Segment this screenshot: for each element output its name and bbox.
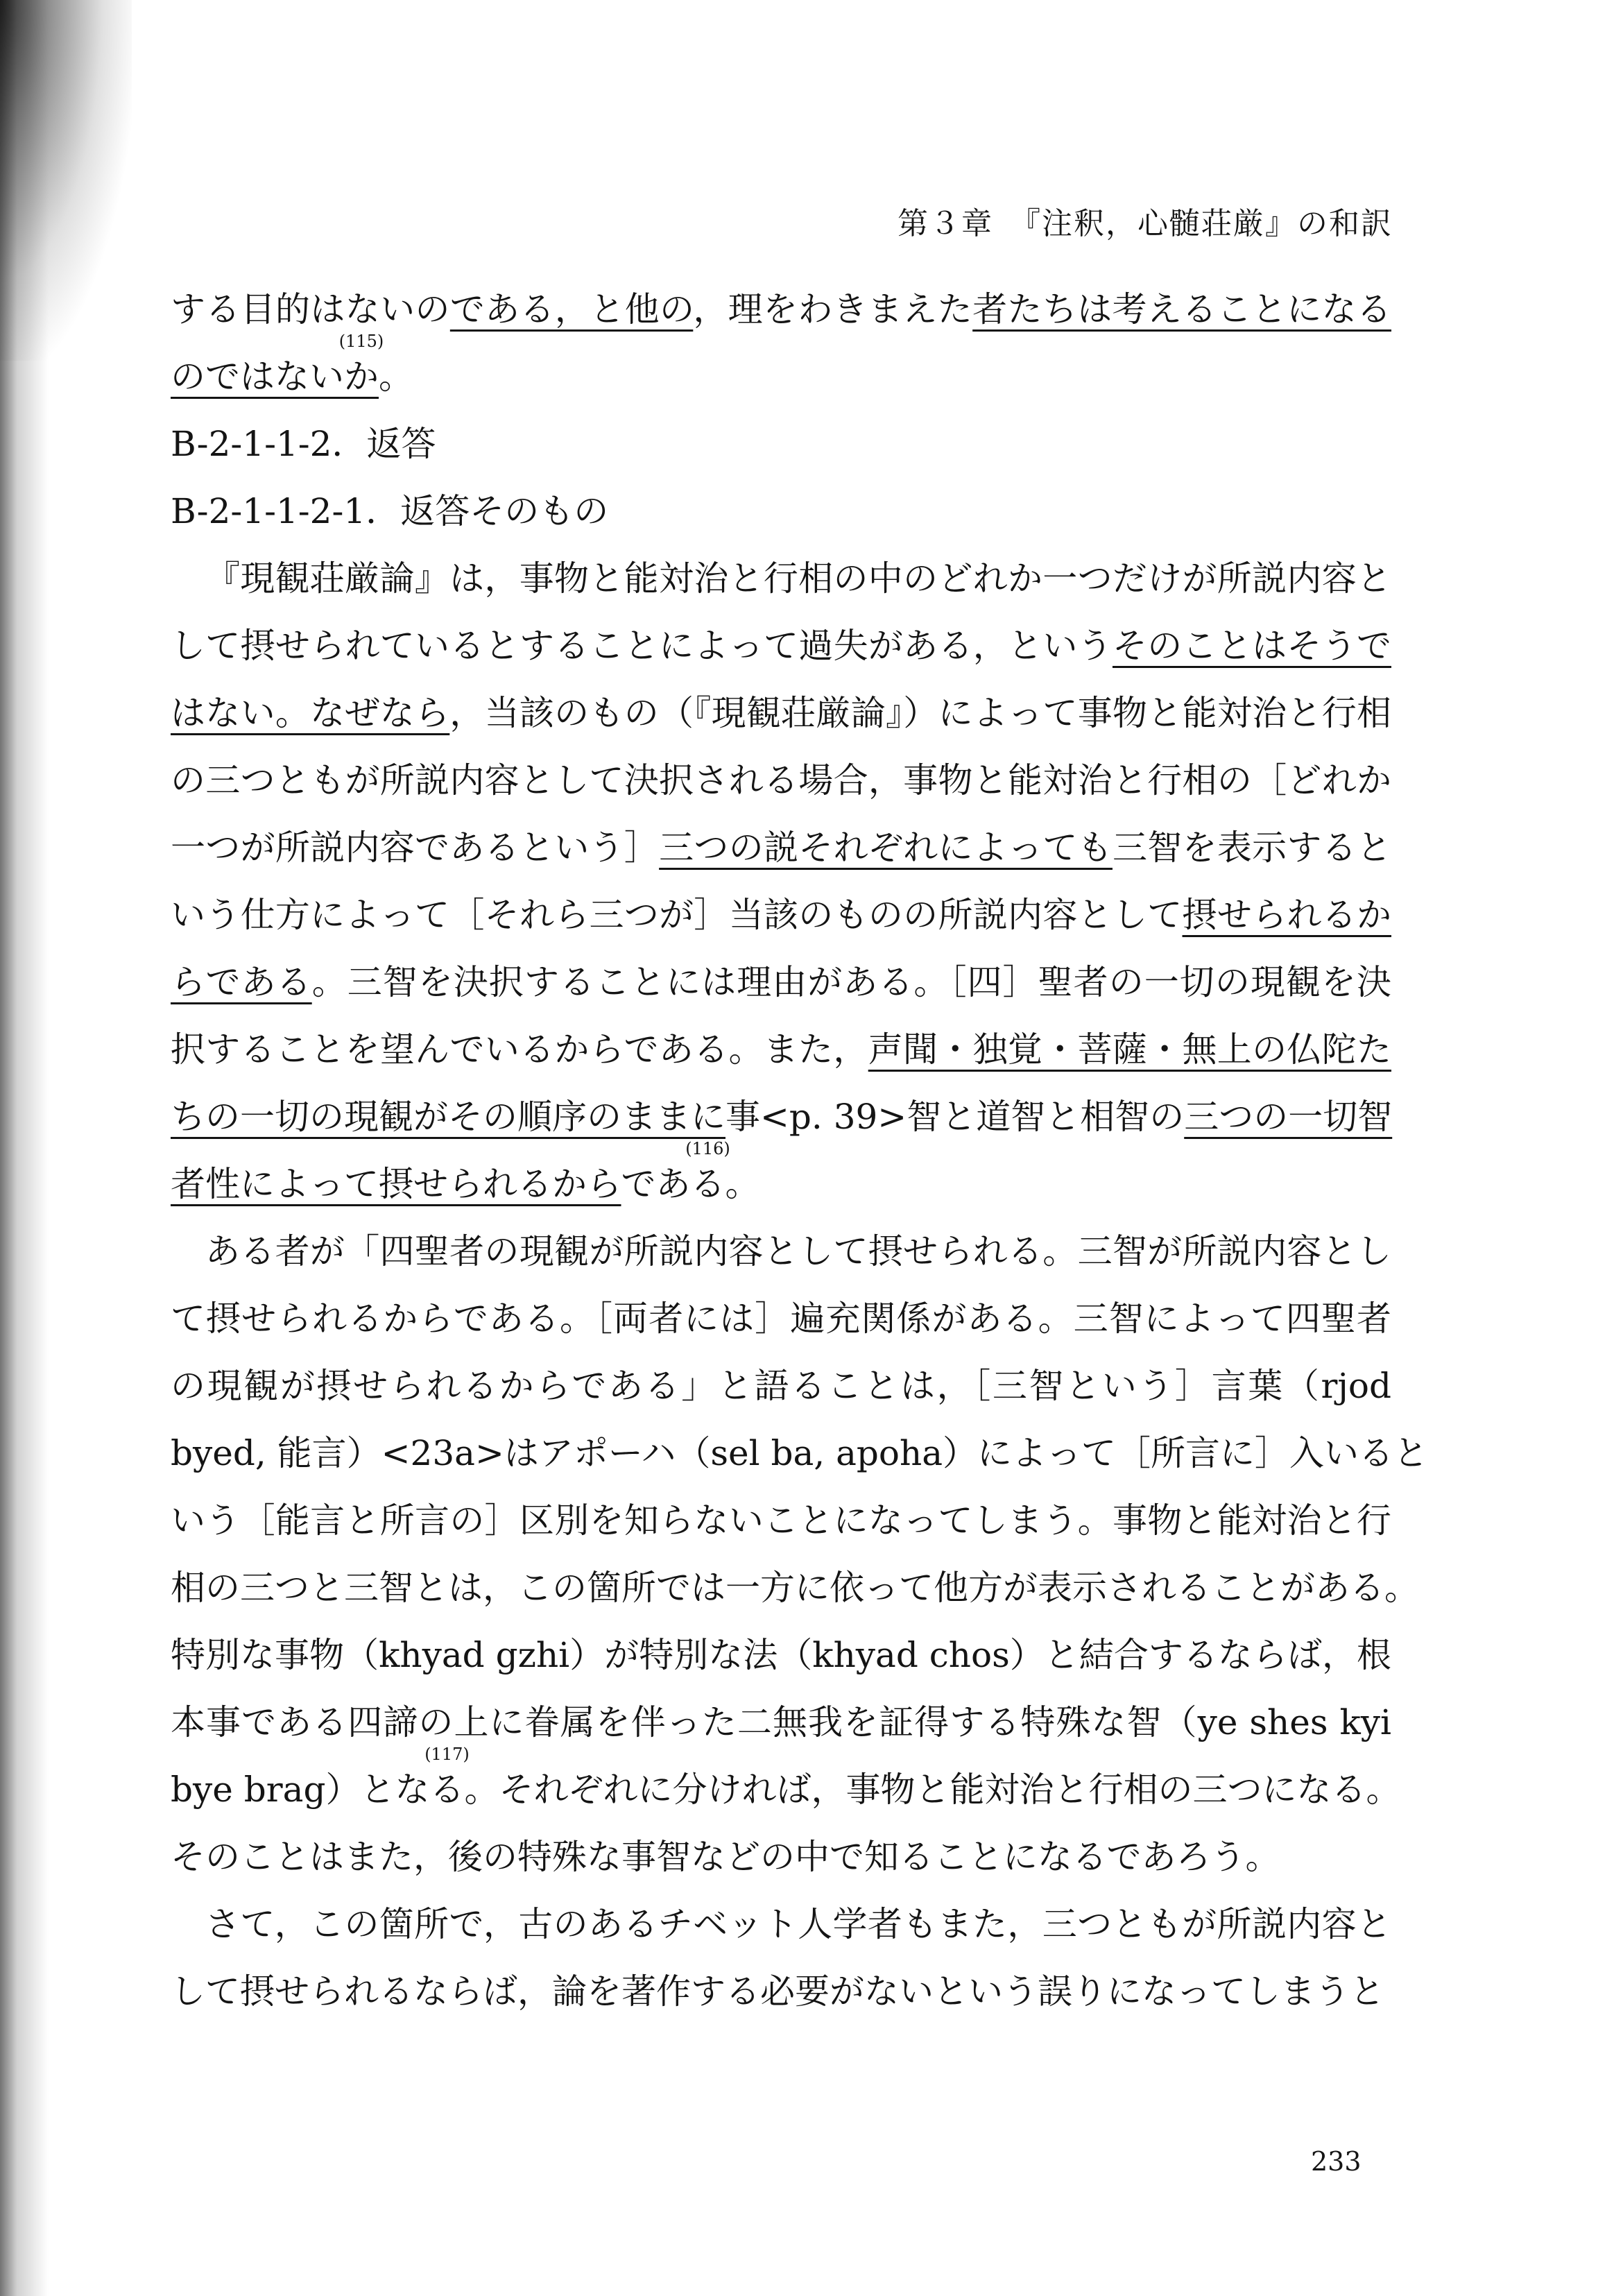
running-header: 第３章 『注釈，心髄荘厳』の和訳: [898, 206, 1393, 241]
text-segment: 択することを望んでいるからである。また，: [171, 1029, 868, 1070]
footnote-marker: (116): [685, 1139, 730, 1158]
text-segment: 。三智を決択することには理由がある。［四］聖者の一切の現観を決: [311, 962, 1392, 1002]
text-segment: byed, 能言）<23a>はアポーハ（sel ba, apoha）によって［所言に］入いると: [171, 1433, 1429, 1473]
text-line: [171, 1891, 1391, 1958]
text-line: [171, 545, 1391, 612]
scan-corner-shadow: [0, 0, 132, 361]
text-line: [171, 1487, 1391, 1554]
text-line: [171, 1083, 1391, 1151]
text-line: [171, 1554, 1419, 1622]
underlined-text: 三つの説それぞれによっても: [659, 828, 1113, 868]
text-segment: 。それぞれに分ければ，事物と能対治と行相の三つになる。: [464, 1770, 1401, 1810]
text-segment: いう［能言と所言の］区別を知らないことになってしまう。事物と能対治と行: [171, 1500, 1391, 1541]
underlined-text: はない。なぜなら: [171, 693, 450, 733]
text-segment: ，理をわきまえた: [693, 289, 973, 329]
body-text: [171, 276, 1429, 2025]
text-segment: B-2-1-1-2-1．返答そのもの: [171, 491, 609, 531]
text-segment: 本事である四諦の上に眷属を伴った二無我を証得する特殊な智（ye shes kyi: [171, 1702, 1391, 1742]
text-segment: 。: [379, 357, 413, 397]
text-segment: さて，この箇所で，古のあるチベット人学者もまた，三つともが所説内容と: [205, 1904, 1391, 1944]
text-segment: 特別な事物（khyad gzhi）が特別な法（khyad chos）と結合するならば，根: [171, 1635, 1391, 1675]
text-segment: する目的はないの: [171, 289, 450, 329]
text-line: [171, 1016, 1391, 1083]
text-segment: る (117): [424, 1745, 470, 1810]
text-segment: 一つが所説内容であるという］: [171, 828, 660, 868]
text-segment: そのことはまた，後の特殊な事智などの中で知ることになるであろう。: [171, 1837, 1280, 1877]
footnote-marker: (117): [424, 1745, 470, 1764]
text-segment: の現観が摂せられるからである」と語ることは，［三智という］言葉（rjod: [171, 1366, 1391, 1406]
underlined-text: のではない: [171, 357, 344, 397]
text-line: [171, 1745, 1401, 1824]
text-line: [171, 680, 1391, 747]
text-line: [171, 882, 1391, 949]
text-line: [171, 411, 1391, 478]
text-segment: 『現観荘厳論』は，事物と能対治と行相の中のどれか一つだけが所説内容と: [205, 558, 1391, 599]
text-line: [171, 478, 1391, 545]
text-segment: であ: [621, 1164, 691, 1204]
text-line: [171, 1139, 1391, 1218]
text-segment: ある者が「四聖者の現観が所説内容として摂せられる。三智が所説内容とし: [205, 1231, 1391, 1271]
text-segment: して摂せられるならば，論を著作する必要がないという誤りになってしまうと: [171, 1971, 1384, 2012]
underlined-text: らである: [171, 962, 312, 1002]
underlined-text: 者たちは考えることになる: [972, 289, 1392, 329]
text-segment: bye brag）とな: [171, 1770, 430, 1810]
text-line: [171, 1218, 1391, 1285]
text-line: [171, 1353, 1391, 1420]
text-line: [171, 814, 1391, 882]
text-line: [171, 1285, 1391, 1353]
text-segment: 三智を表示すると: [1112, 828, 1392, 868]
text-line: [171, 1622, 1391, 1689]
text-segment: 相の三つと三智とは，この箇所では一方に依って他方が表示されることがある。: [171, 1568, 1419, 1608]
text-segment: いう仕方によって［それら三つが］当該のものの所説内容として: [171, 895, 1183, 935]
underlined-text: そのことはそうで: [1112, 626, 1392, 666]
text-segment: ，当該のもの（『現観荘厳論』）によって事物と能対治と行相: [449, 693, 1392, 733]
underlined-text: ちの一切の現観がその順序のままに: [171, 1097, 725, 1137]
text-segment: て摂せられるからである。［両者には］遍充関係がある。三智によって四聖者: [171, 1299, 1391, 1339]
text-line: [171, 332, 1391, 411]
text-line: [171, 747, 1391, 814]
text-line: [171, 1420, 1429, 1487]
text-segment: の三つともが所説内容として決択される場合，事物と能対治と行相の［どれか: [171, 760, 1391, 800]
page-number: 233: [1311, 2146, 1362, 2177]
underlined-text: か (115): [338, 332, 384, 397]
text-segment: 事<p. 39>智と道智と相智の: [725, 1097, 1185, 1137]
text-segment: して摂せられているとすることによって過失がある，という: [171, 626, 1113, 666]
text-segment: る (116): [685, 1139, 730, 1204]
text-line: [171, 612, 1391, 680]
text-line: [171, 1824, 1391, 1891]
footnote-marker: (115): [338, 332, 384, 351]
underlined-text: 声聞・独覚・菩薩・無上の仏陀た: [868, 1029, 1392, 1070]
underlined-text: 三つの一切智: [1184, 1097, 1393, 1137]
underlined-text: 摂せられるか: [1182, 895, 1392, 935]
underlined-text: である，と他の: [449, 289, 694, 329]
text-segment: B-2-1-1-2．返答: [171, 424, 436, 464]
text-line: [171, 1958, 1391, 2025]
text-segment: 。: [725, 1164, 760, 1204]
underlined-text: 者性によって摂せられるから: [171, 1164, 621, 1204]
text-line: [171, 1689, 1391, 1756]
text-line: [171, 949, 1391, 1016]
